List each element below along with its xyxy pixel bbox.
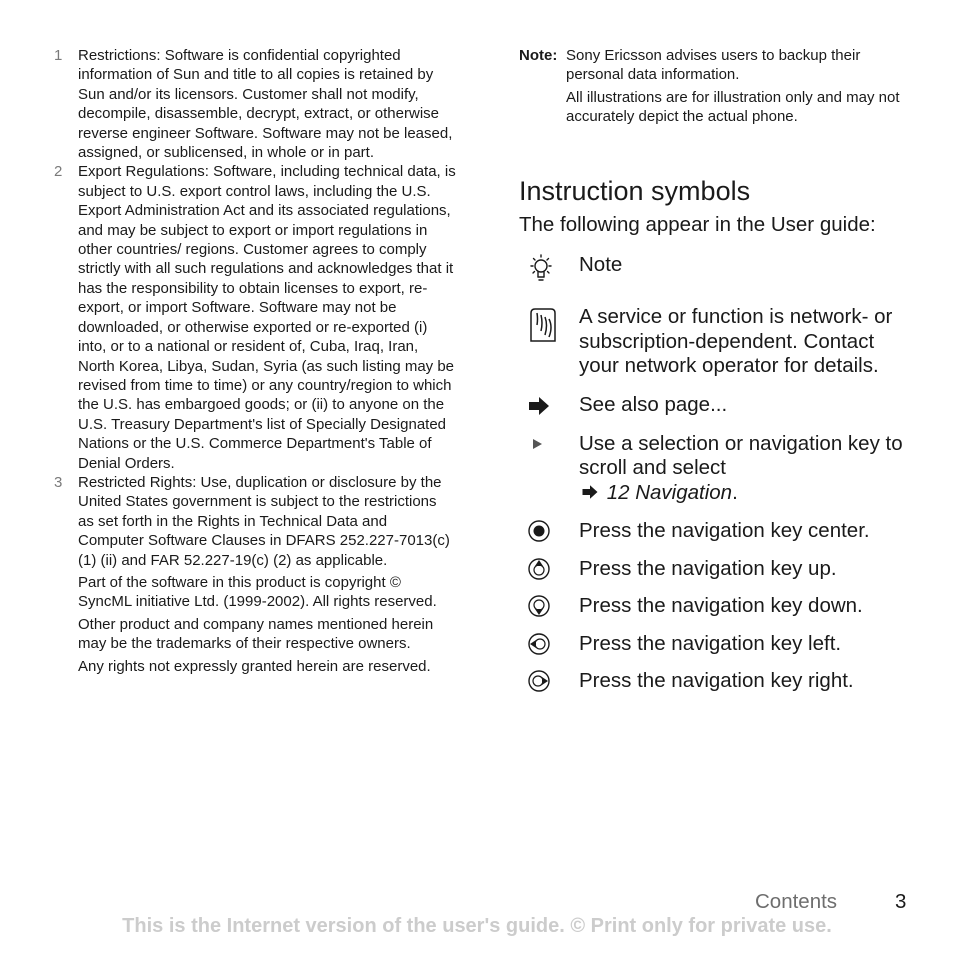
footnote-1 [54,46,456,162]
rights-paragraph: Any rights not expressly granted herein are reserved. [78,657,431,675]
nav-right-icon [519,669,579,694]
footnote-number: 2 [54,163,63,181]
link-suffix: . [732,480,738,504]
triangle-right-icon [519,432,579,506]
trademark-paragraph: Other product and company names mentioned herein may be the trademarks of their respective owners. [78,615,434,653]
nav-down-icon [519,594,579,619]
symbol-row-network [519,305,911,379]
right-column [519,46,911,694]
symbol-row-note [519,253,911,283]
note-label: Note: [519,47,558,64]
lightbulb-icon [519,253,579,283]
note-text: Sony Ericsson advises users to backup their personal data information. [566,47,861,84]
footnote-number: 3 [54,473,63,491]
note-block [519,46,911,127]
nav-up-icon [519,557,579,582]
symbol-row-nav-down [519,594,911,619]
symbol-row-nav-up [519,557,911,582]
navigation-link[interactable]: 12 Navigation [606,480,733,504]
footnote-2 [54,162,456,473]
symbol-list [519,253,911,694]
left-column [54,46,456,676]
footnote-number: 1 [54,47,63,64]
nav-left-icon [519,632,579,657]
arrow-right-icon [519,393,579,418]
contents-link[interactable]: Contents [755,890,838,913]
symbol-text: A service or function is network- or subscription-dependent. Contact your network operator for details. [579,305,893,378]
symbol-text: Note [579,253,623,277]
symbol-row-selection [519,432,911,506]
footnote-3 [54,473,456,570]
nav-center-icon [519,519,579,544]
symbol-text: Press the navigation key up. [579,556,837,580]
note-text-2: All illustrations are for illustration only and may not accurately depict the actual phone. [566,88,900,126]
section-intro: The following appear in the User guide: [519,212,876,236]
footnote-text: Export Regulations: Software, including technical data, is subject to U.S. export control laws, including the U.S. Export Administration Act and its associated regulations, and may be subject to export or import regulations in other countries/ regions. Customer agrees to comply strictly with all such regulations and acknowledges that it has the responsibility to obtain licenses to export, re-export, or import Software. Software may not be downloaded, or otherwise exported or re-exported (i) into, or to a national or resident of, Cuba, Iraq, Iran, North Korea, Libya, Sudan, Syria (as such listing may be revised from time to time) or any country/region to which the U.S. has embargoed goods; or (ii) to anyone on the U.S. Treasury Department's list of Specially Designated Nations or the U.S. Commerce Department's Table of Denial Orders. [78,163,456,472]
page-number: 3 [895,890,907,913]
copyright-paragraph: Part of the software in this product is copyright © SyncML initiative Ltd. (1999-2002). All rights reserved. [78,573,437,611]
footnote-text: Restrictions: Software is confidential copyrighted information of Sun and title to all copies is retained by Sun and/or its licensors. Customer shall not modify, decompile, disassemble, decrypt, extract, or otherwise reverse engineer Software. Software may not be leased, assigned, or sublicensed, in whole or in part. [78,47,453,162]
section-title: Instruction symbols [519,175,751,206]
arrow-right-icon [579,483,601,501]
symbol-text: See also page... [579,392,728,416]
symbol-text: Press the navigation key down. [579,594,863,618]
symbol-row-nav-left [519,632,911,657]
symbol-text: Press the navigation key left. [579,631,842,655]
symbol-text [579,432,911,506]
symbol-text: Press the navigation key right. [579,669,854,693]
internet-version-banner: This is the Internet version of the user's guide. © Print only for private use. [122,915,832,937]
symbol-text: Press the navigation key center. [579,519,870,543]
footnote-text: Restricted Rights: Use, duplication or disclosure by the United States government is subject to the restrictions as set forth in the Rights in Technical Data and Computer Software Clauses in DFARS 252.227-7013(c) (1) (ii) and FAR 52.227-19(c) (2) as applicable. [78,473,450,569]
symbol-row-nav-right [519,669,911,694]
symbol-row-see-also [519,393,911,418]
network-service-icon [519,305,579,379]
selection-text: Use a selection or navigation key to scroll and select [579,431,903,480]
symbol-row-nav-center [519,519,911,544]
